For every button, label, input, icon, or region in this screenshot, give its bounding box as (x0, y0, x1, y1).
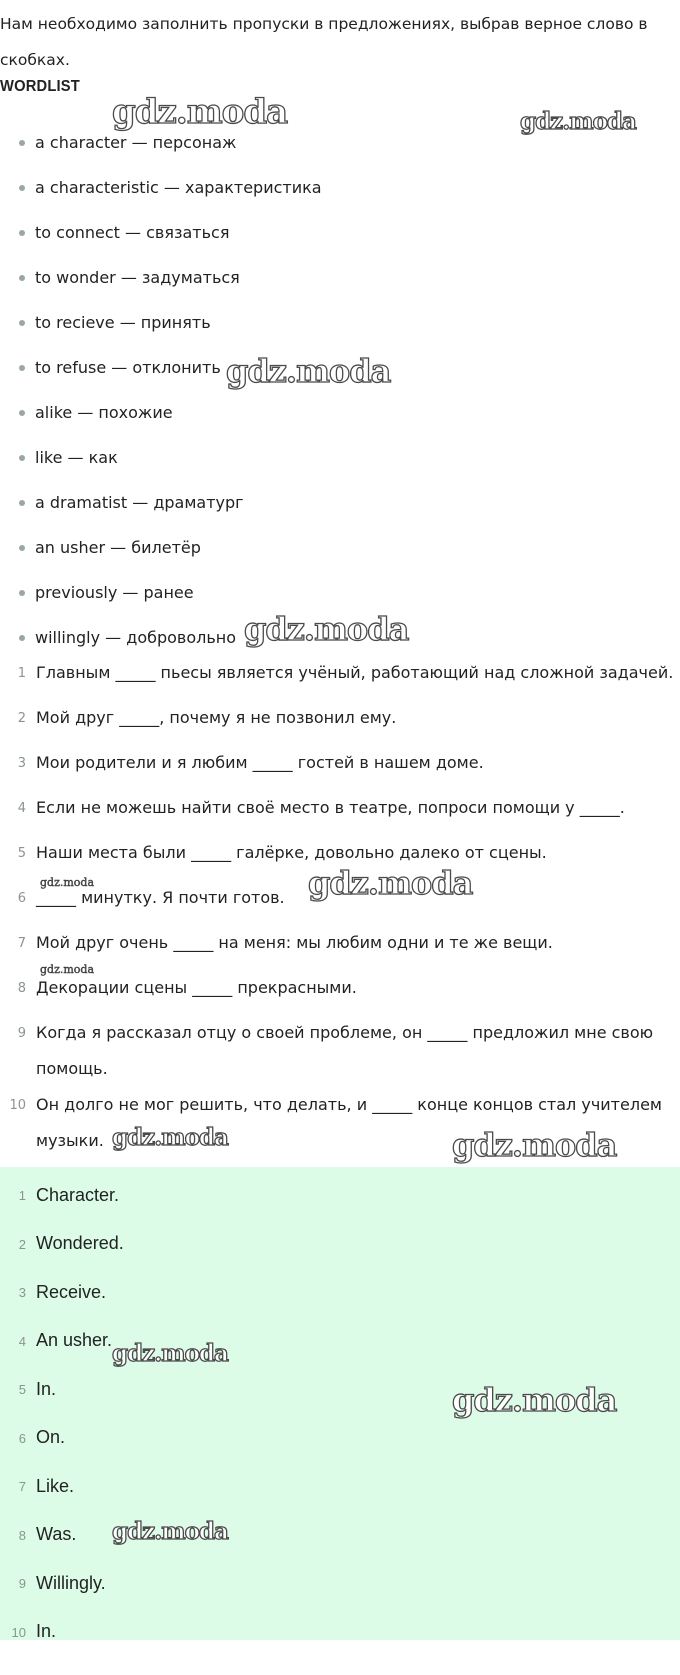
wordlist-item-text: like — как (35, 448, 118, 467)
task-number: 4 (17, 801, 26, 816)
watermark: gdz.moda (308, 864, 473, 902)
watermark: gdz.moda (226, 352, 391, 390)
wordlist-item (0, 480, 322, 525)
answer-text: Receive. (36, 1281, 107, 1302)
task-item (0, 1087, 680, 1159)
answer-item (0, 1511, 680, 1560)
task-text: Главным _____ пьесы является учёный, работающий над сложной задачей. (36, 663, 674, 682)
task-item (0, 790, 680, 835)
task-item (0, 745, 680, 790)
answer-text: In. (36, 1378, 57, 1399)
task-number: 1 (17, 666, 26, 681)
wordlist-item (0, 120, 322, 165)
task-number: 6 (17, 891, 26, 906)
answer-item (0, 1559, 680, 1608)
task-item (0, 925, 680, 970)
watermark: gdz.moda (452, 1126, 617, 1164)
wordlist-item-text: a dramatist — драматург (35, 493, 244, 512)
answer-text: In. (36, 1621, 57, 1642)
task-text: Он долго не мог решить, что делать, и _____ конце концов стал учителем музыки. (36, 1095, 662, 1150)
wordlist-item (0, 210, 322, 255)
wordlist-item-text: to connect — связаться (35, 223, 230, 242)
bullet-icon (19, 275, 25, 281)
task-item (0, 1015, 680, 1087)
answer-item (0, 1317, 680, 1366)
answer-number: 3 (18, 1285, 26, 1301)
watermark: gdz.moda (40, 963, 95, 976)
wordlist-item (0, 390, 322, 435)
task-number: 9 (17, 1026, 26, 1041)
watermark: gdz.moda (520, 108, 636, 135)
task-text: Когда я рассказал отцу о своей проблеме, он _____ предложил мне свою помощь. (36, 1023, 654, 1078)
bullet-icon (19, 230, 25, 236)
task-number: 7 (17, 936, 26, 951)
wordlist-item (0, 525, 322, 570)
wordlist-item-text: to recieve — принять (35, 313, 211, 332)
task-text: Мои родители и я любим _____ гостей в нашем доме. (36, 753, 484, 772)
wordlist-item (0, 255, 322, 300)
task-number: 3 (17, 756, 26, 771)
task-item (0, 835, 680, 880)
wordlist-item (0, 615, 322, 660)
answer-list (0, 1167, 680, 1656)
bullet-icon (19, 410, 25, 416)
watermark: gdz.moda (244, 610, 409, 648)
answer-item (0, 1608, 680, 1657)
watermark: gdz.moda (112, 1518, 228, 1545)
answer-number: 5 (18, 1382, 26, 1398)
answer-text: On. (36, 1427, 66, 1448)
task-text: Мой друг очень _____ на меня: мы любим одни и те же вещи. (36, 933, 553, 952)
answer-number: 7 (18, 1479, 26, 1495)
wordlist-item-text: previously — ранее (35, 583, 194, 602)
wordlist-item-text: an usher — билетёр (35, 538, 201, 557)
answer-text: Wondered. (36, 1233, 124, 1254)
wordlist-item-text: to wonder — задуматься (35, 268, 240, 287)
task-number: 8 (17, 981, 26, 996)
wordlist-item (0, 435, 322, 480)
answer-item (0, 1365, 680, 1414)
answer-item (0, 1220, 680, 1269)
answer-item (0, 1462, 680, 1511)
answer-item (0, 1171, 680, 1220)
wordlist-item (0, 570, 322, 615)
watermark: gdz.moda (40, 876, 95, 889)
task-number: 5 (17, 846, 26, 861)
task-text: Декорации сцены _____ прекрасными. (36, 978, 357, 997)
task-item (0, 700, 680, 745)
answer-number: 6 (18, 1430, 26, 1446)
bullet-icon (19, 545, 25, 551)
wordlist-item-text: willingly — добровольно (35, 628, 237, 647)
bullet-icon (19, 500, 25, 506)
answer-item (0, 1268, 680, 1317)
task-text: Мой друг _____, почему я не позвонил ему. (36, 708, 397, 727)
task-number: 2 (17, 711, 26, 726)
wordlist-heading: WORDLIST (0, 78, 80, 95)
watermark: gdz.moda (112, 92, 288, 132)
answer-text: Like. (36, 1475, 75, 1496)
answer-number: 10 (11, 1624, 26, 1640)
answer-item (0, 1414, 680, 1463)
answer-number: 2 (18, 1236, 26, 1252)
answer-text: Was. (36, 1524, 77, 1545)
bullet-icon (19, 320, 25, 326)
task-item (0, 970, 680, 1015)
wordlist-item (0, 300, 322, 345)
task-text: Наши места были _____ галёрке, довольно далеко от сцены. (36, 843, 547, 862)
task-text: Если не можешь найти своё место в театре, попроси помощи у _____. (36, 798, 625, 817)
bullet-icon (19, 635, 25, 641)
intro-text: Нам необходимо заполнить пропуски в предложениях, выбрав верное слово в скобках. (0, 15, 648, 69)
bullet-icon (19, 185, 25, 191)
watermark: gdz.moda (112, 1124, 228, 1151)
task-list (0, 655, 680, 1159)
answer-number: 4 (18, 1333, 26, 1349)
answer-number: 8 (18, 1527, 26, 1543)
task-text: _____ минутку. Я почти готов. (36, 888, 285, 907)
task-number: 10 (9, 1098, 26, 1113)
watermark: gdz.moda (452, 1381, 617, 1419)
bullet-icon (19, 455, 25, 461)
answer-number: 1 (18, 1188, 26, 1204)
bullet-icon (19, 140, 25, 146)
task-item (0, 655, 680, 700)
answer-text: Willingly. (36, 1572, 106, 1593)
wordlist (0, 120, 322, 660)
task-item (0, 880, 680, 925)
wordlist-item-text: to refuse — отклонить (35, 358, 221, 377)
wordlist-item-text: a characteristic — характеристика (35, 178, 322, 197)
wordlist-item-text: alike — похожие (35, 403, 173, 422)
watermark: gdz.moda (112, 1340, 228, 1367)
bullet-icon (19, 590, 25, 596)
answer-text: Character. (36, 1184, 120, 1205)
bullet-icon (19, 365, 25, 371)
answer-number: 9 (18, 1576, 26, 1592)
wordlist-item (0, 165, 322, 210)
answers-panel (0, 1167, 680, 1640)
answer-text: An usher. (36, 1330, 113, 1351)
wordlist-item (0, 345, 322, 390)
wordlist-item-text: a character — персонаж (35, 133, 237, 152)
